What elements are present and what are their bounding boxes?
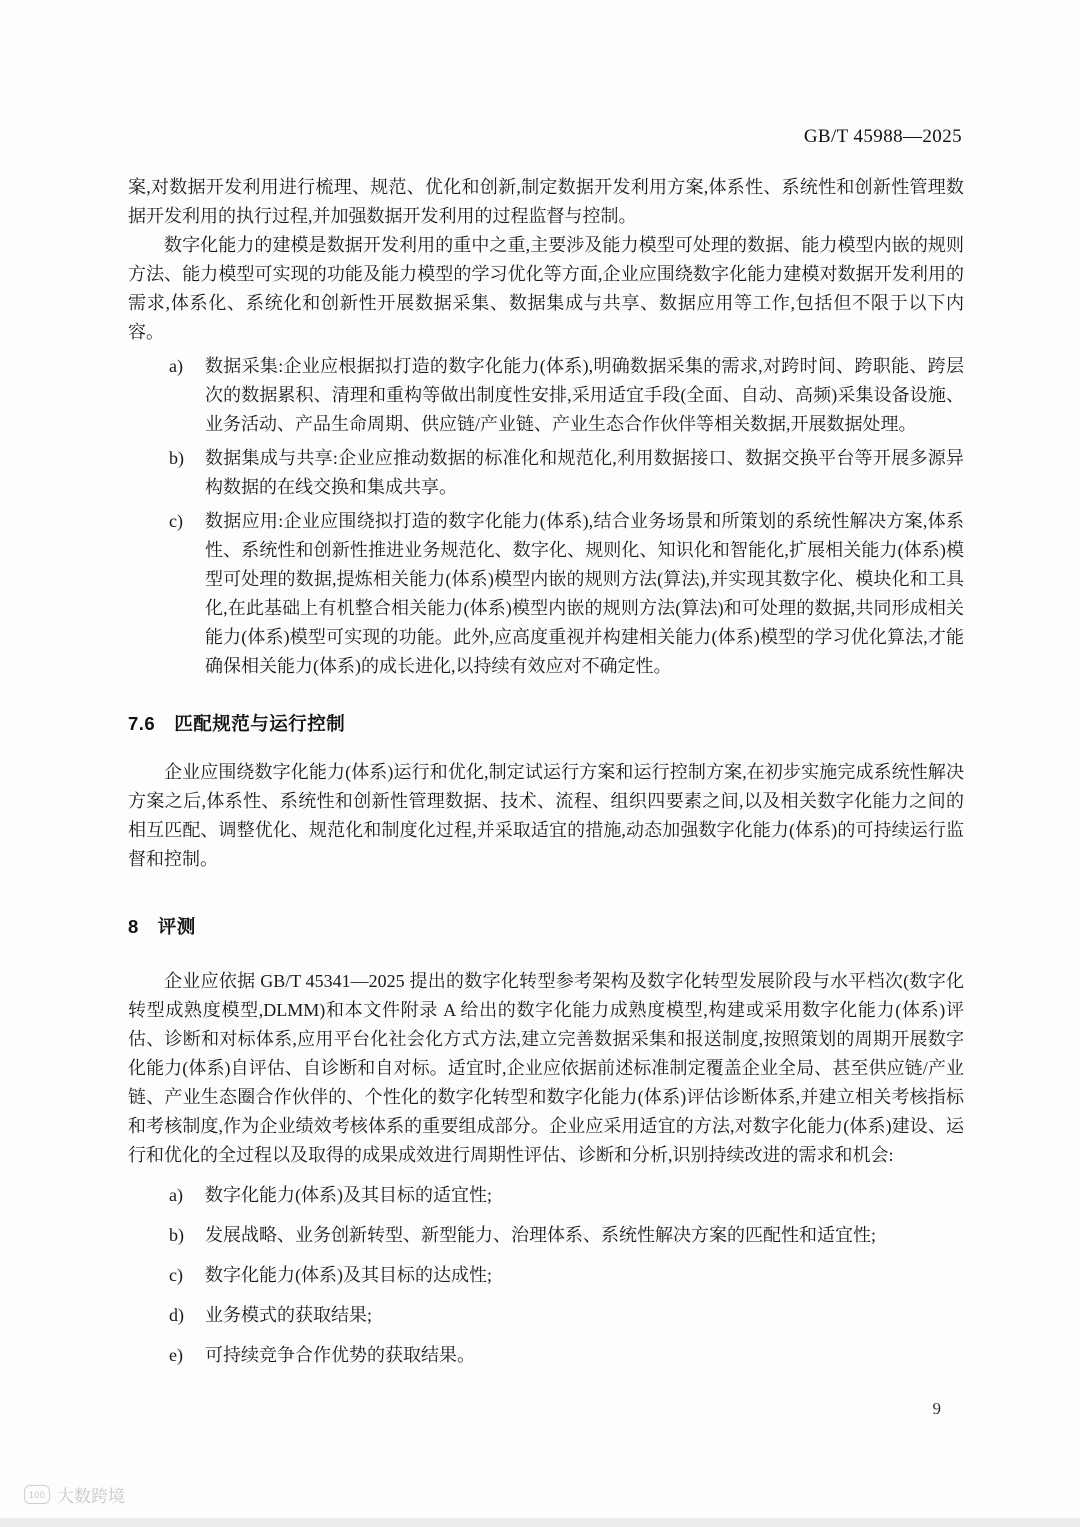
section-title: 评测 <box>157 916 196 937</box>
list-item-c <box>128 1261 964 1290</box>
list-item-label: e) <box>169 1345 183 1365</box>
paragraph-intro: 数字化能力的建模是数据开发利用的重中之重,主要涉及能力模型可处理的数据、能力模型内嵌的规则方法、能力模型可实现的功能及能力模型的学习优化等方面,企业应围绕数字化能力建模对数据开发利用的需求,体系化、系统化和创新性开展数据采集、数据集成与共享、数据应用等工作,包括但不限于以下内容。 <box>128 235 964 342</box>
list-item-e <box>128 1341 964 1370</box>
list-item-text: 数据应用:企业应围绕拟打造的数字化能力(体系),结合业务场景和所策划的系统性解决方案,体系性、系统性和创新性推进业务规范化、数字化、规则化、知识化和智能化,扩展相关能力(体系)模型可处理的数据,提炼相关能力(体系)模型内嵌的规则方法(算法),并实现其数字化、模块化和工具化,在此基础上有机整合相关能力(体系)模型内嵌的规则方法(算法)和可处理的数据,共同形成相关能力(体系)模型可实现的功能。此外,应高度重视并构建相关能力(体系)模型的学习优化算法,才能确保相关能力(体系)的成长进化,以持续有效应对不确定性。 <box>205 511 964 676</box>
section-7-6-paragraph: 企业应围绕数字化能力(体系)运行和优化,制定试运行方案和运行控制方案,在初步实施完成系统性解决方案之后,体系性、系统性和创新性管理数据、技术、流程、组织四要素之间,以及相关数字化能力之间的相互匹配、调整优化、规范化和制度化过程,并采取适宜的措施,动态加强数字化能力(体系)的可持续运行监督和控制。 <box>128 762 964 869</box>
list-item-b <box>128 1221 964 1250</box>
section-8-paragraph: 企业应依据 GB/T 45341—2025 提出的数字化转型参考架构及数字化转型发展阶段与水平档次(数字化转型成熟度模型,DLMM)和本文件附录 A 给出的数字化能力成熟度模型,构建或采用数字化能力(体系)评估、诊断和对标体系,应用平台化社会化方式方法,建立完善数据采集和报送制度,按照策划的周期开展数字化能力(体系)自评估、自诊断和自对标。适宜时,企业应依据前述标准制定覆盖企业全局、甚至供应链/产业链、产业生态圈合作伙伴的、个性化的数字化转型和数字化能力(体系)评估诊断体系,并建立相关考核指标和考核制度,作为企业绩效考核体系的重要组成部分。企业应采用适宜的方法,对数字化能力(体系)建设、运行和优化的全过程以及取得的成果成效进行周期性评估、诊断和分析,识别持续改进的需求和机会: <box>128 971 964 1165</box>
section-number: 8 <box>128 916 139 937</box>
watermark-logo-icon: 100 <box>24 1485 50 1504</box>
list-item-text: 数字化能力(体系)及其目标的适宜性; <box>205 1185 492 1205</box>
section-heading-8 <box>128 912 964 941</box>
list-item-label: d) <box>169 1305 184 1325</box>
list-item-label: a) <box>169 356 183 376</box>
list-item-label: b) <box>169 1225 184 1245</box>
page-bottom-edge <box>0 1518 1080 1527</box>
list-item-label: c) <box>169 511 183 531</box>
list-item-c <box>128 507 964 681</box>
list-item-label: b) <box>169 448 184 468</box>
watermark <box>24 1482 125 1507</box>
list-item-text: 数据采集:企业应根据拟打造的数字化能力(体系),明确数据采集的需求,对跨时间、跨职能、跨层次的数据累积、清理和重构等做出制度性安排,采用适宜手段(全面、自动、高频)采集设备设施、业务活动、产品生命周期、供应链/产业链、产业生态合作伙伴等相关数据,开展数据处理。 <box>205 356 964 434</box>
list-item-a <box>128 1181 964 1210</box>
section-heading-7-6 <box>128 709 964 738</box>
list-item-label: c) <box>169 1265 183 1285</box>
data-utilization-list <box>128 352 964 681</box>
list-item-b <box>128 444 964 502</box>
page-number: 9 <box>932 1399 941 1418</box>
list-item-text: 数据集成与共享:企业应推动数据的标准化和规范化,利用数据接口、数据交换平台等开展多源异构数据的在线交换和集成共享。 <box>205 448 964 497</box>
section-title: 匹配规范与运行控制 <box>174 713 346 734</box>
list-item-text: 业务模式的获取结果; <box>205 1305 373 1325</box>
list-item-label: a) <box>169 1185 183 1205</box>
list-item-text: 发展战略、业务创新转型、新型能力、治理体系、系统性解决方案的匹配性和适宜性; <box>205 1225 876 1245</box>
paragraph-continued: 案,对数据开发利用进行梳理、规范、优化和创新,制定数据开发利用方案,体系性、系统性和创新性管理数据开发利用的执行过程,并加强数据开发利用的过程监督与控制。 <box>128 177 964 226</box>
watermark-text: 大数跨境 <box>57 1487 125 1506</box>
list-item-d <box>128 1301 964 1330</box>
section-number: 7.6 <box>128 713 156 734</box>
list-item-text: 可持续竞争合作优势的获取结果。 <box>205 1345 475 1365</box>
list-item-a <box>128 352 964 439</box>
document-body <box>128 173 964 1381</box>
document-number: GB/T 45988—2025 <box>803 126 962 147</box>
list-item-text: 数字化能力(体系)及其目标的达成性; <box>205 1265 492 1285</box>
evaluation-list <box>128 1181 964 1370</box>
